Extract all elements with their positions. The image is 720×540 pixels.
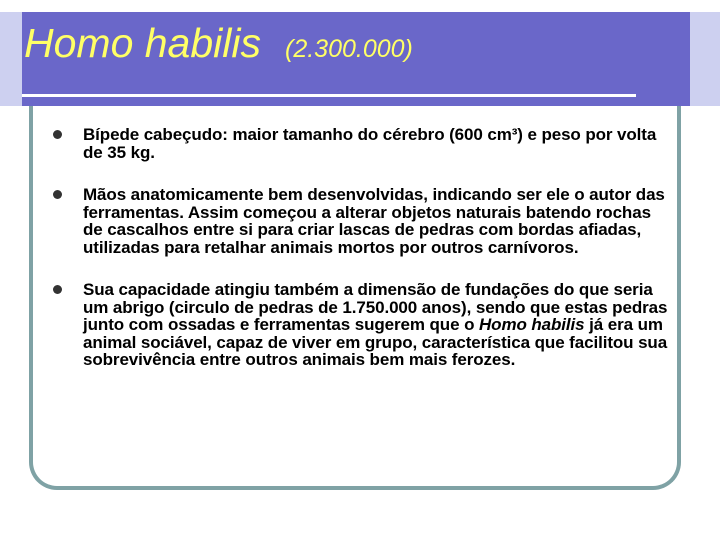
species-name: Homo habilis (478, 315, 585, 334)
slide-title-main: Homo habilis (24, 20, 261, 66)
title-band-left-accent (0, 12, 22, 106)
bullet-item (48, 126, 670, 161)
bullet-text (83, 281, 670, 369)
bullet-dot-icon (53, 190, 62, 199)
bullet-text: Mãos anatomicamente bem desenvolvidas, indicando ser ele o autor das ferramentas. Assim começou a alterar objetos naturais batendo rochas de cascalhos entre si para criar lascas de pedras com bordas afiadas, utilizadas para retalhar animais mortos por outros carnívoros. (83, 185, 665, 257)
bullet-text: Bípede cabeçudo: maior tamanho do cérebro (600 cm³) e peso por volta de 35 kg. (83, 125, 657, 162)
bullet-dot-icon (53, 285, 62, 294)
title-underline (22, 94, 636, 97)
bullet-dot-icon (53, 130, 62, 139)
slide-title-date: (2.300.000) (285, 35, 413, 63)
bullet-list (48, 126, 670, 394)
bullet-text-start: Sua capacidade atingiu também a dimensão de fundações do que seria um abrigo (circulo de pedras de 1.750.000 anos), sendo que estas pedras junto com ossadas e ferramentas sugerem que o (83, 280, 668, 334)
title-band-right-accent (690, 12, 720, 106)
bullet-item (48, 186, 670, 256)
slide-title (24, 20, 413, 80)
bullet-text-end: já era um animal sociável, capaz de viver em grupo, característica que facilitou sua sobrevivência entre outros animais bem mais ferozes. (83, 315, 668, 369)
bullet-item (48, 281, 670, 369)
